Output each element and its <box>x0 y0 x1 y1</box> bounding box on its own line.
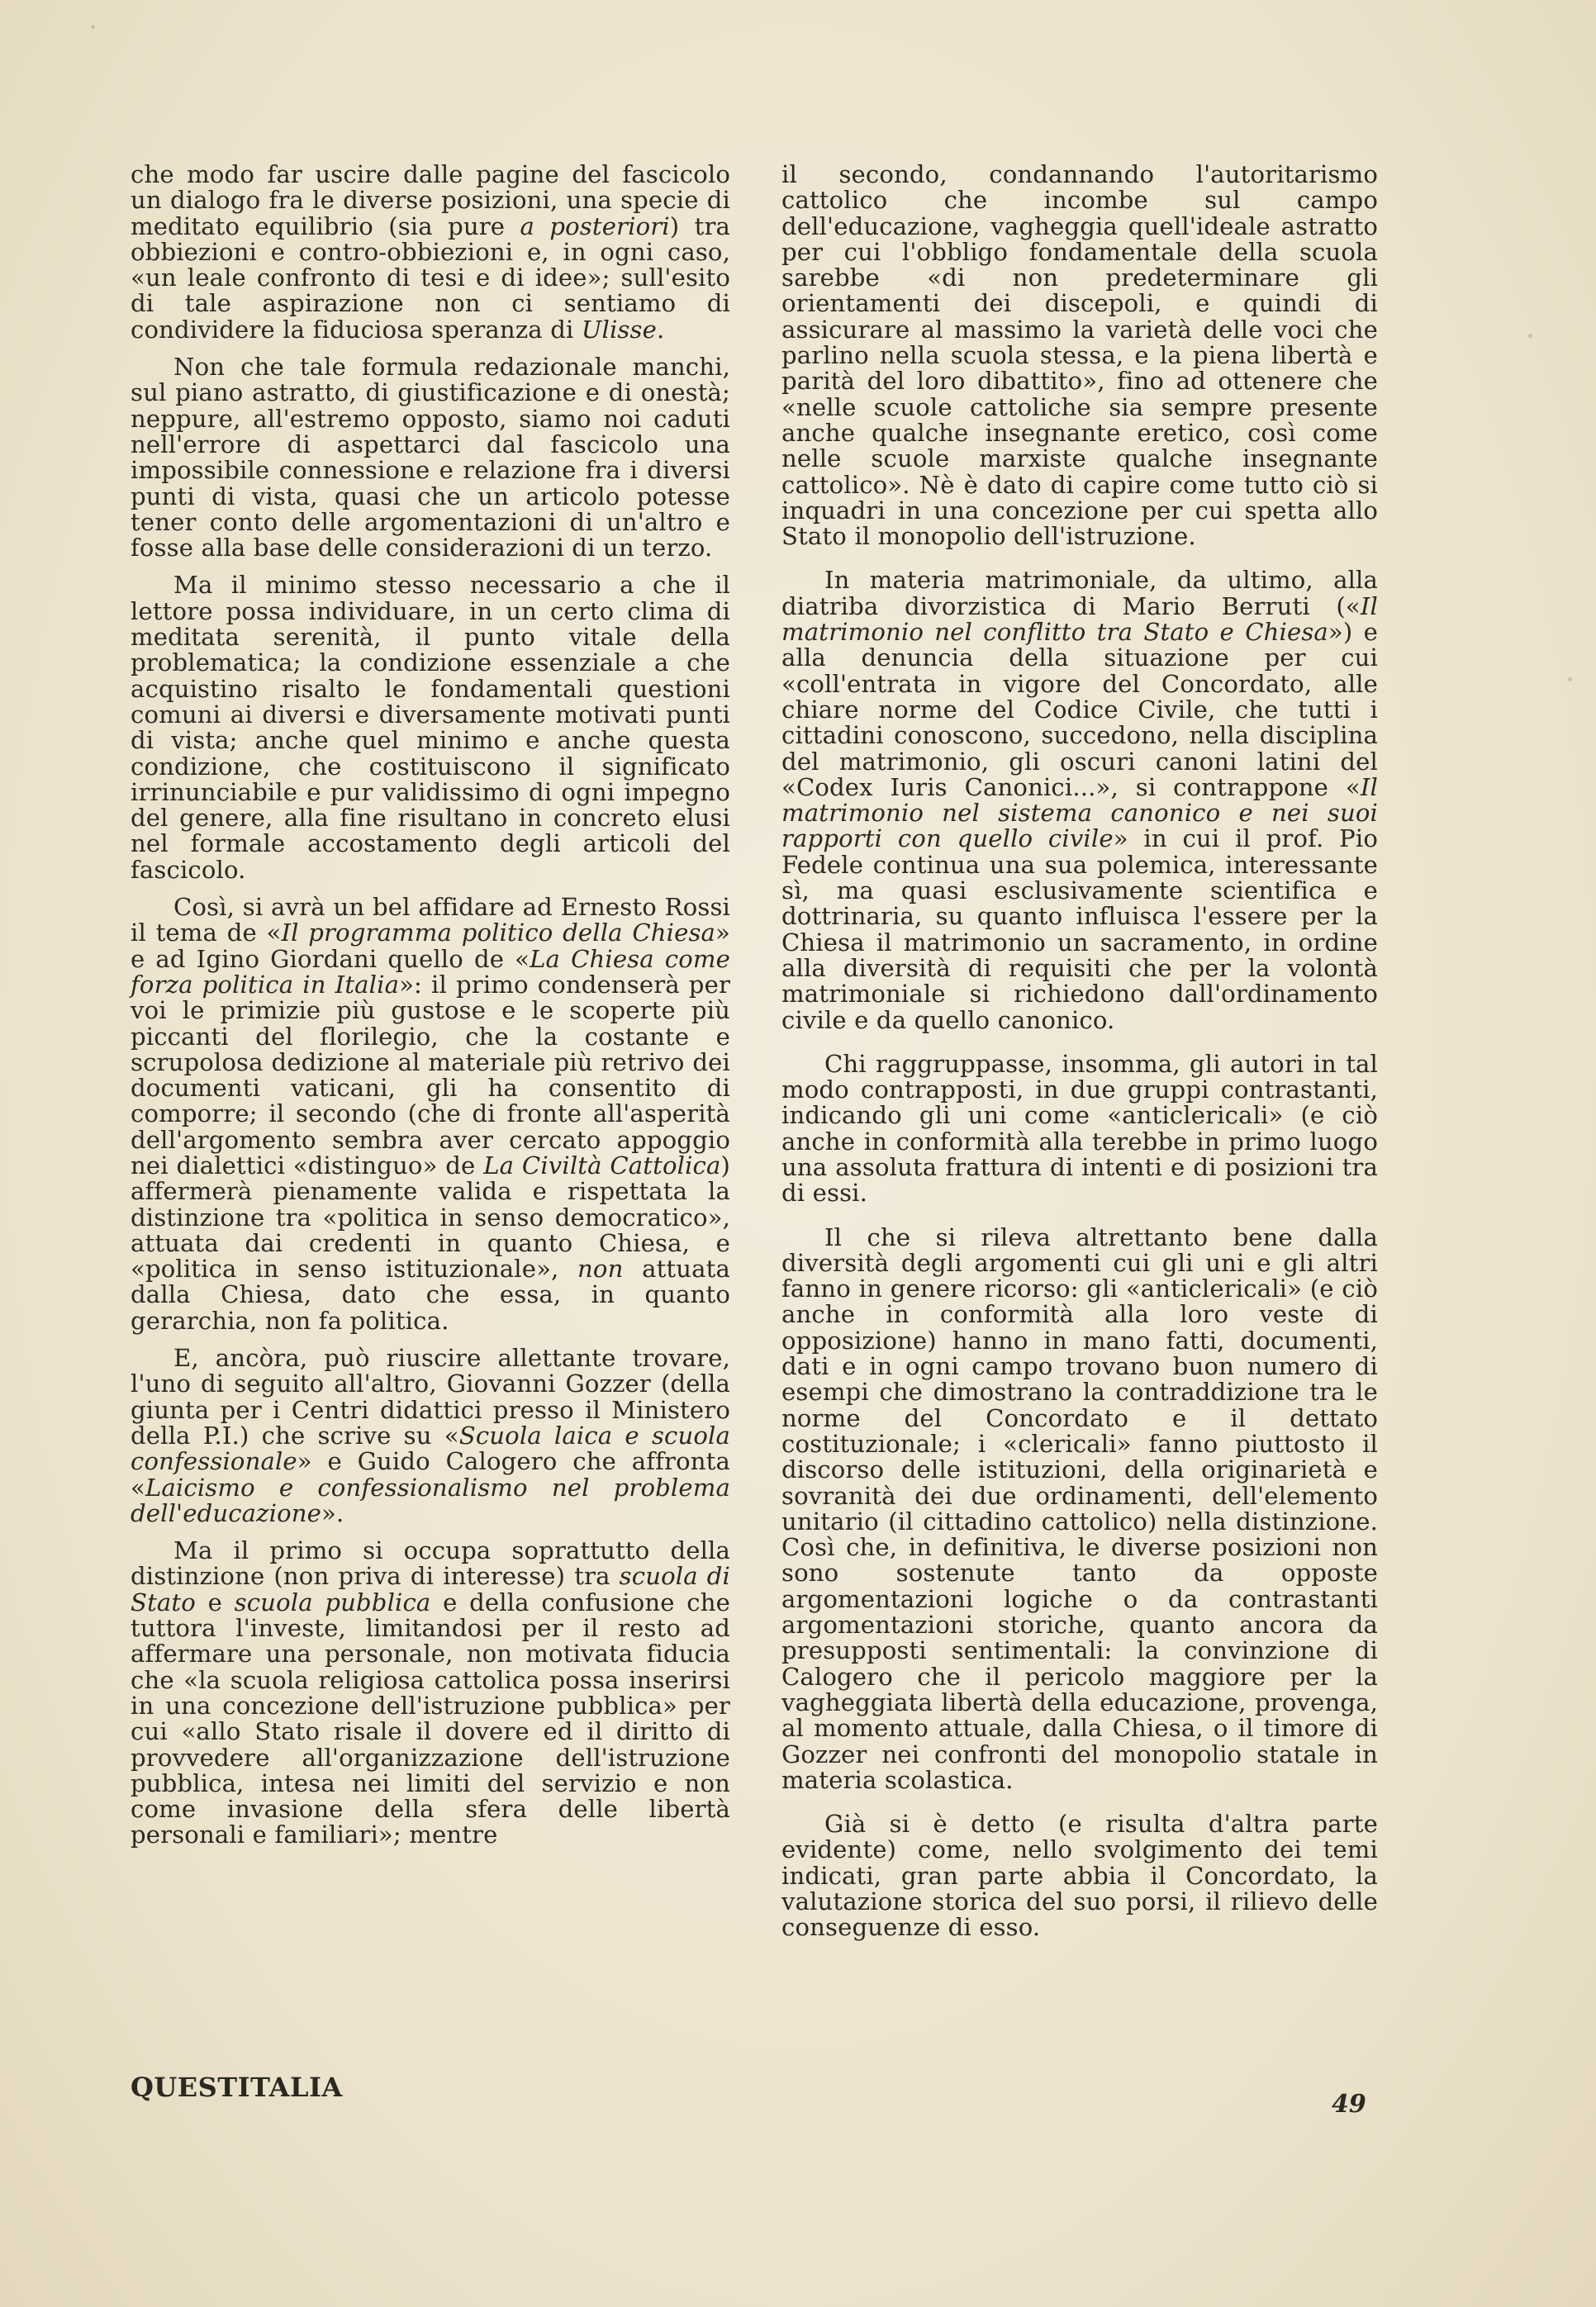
left-text-column <box>131 162 730 1849</box>
italic-text: La Chiesa come forza politica in Italia <box>131 944 730 999</box>
text-run: che modo far uscire dalle pagine del fascicolo un dialogo fra le diverse posizioni, una specie di meditato equilibrio (sia pure <box>131 160 730 240</box>
right-text-column <box>781 162 1378 1941</box>
italic-text: non <box>577 1255 624 1284</box>
italic-text: scuola di Stato <box>131 1562 730 1616</box>
text-run: Chi raggruppasse, insomma, gli autori in tal modo contrapposti, in due gruppi contrastanti, indicando gli uni come «anticlericali» (e ciò anche in conformità alla terebbe in primo luogo una assoluta frattura di intenti e di posizioni tra di essi. <box>781 1049 1378 1208</box>
paper-speck <box>1528 334 1532 338</box>
text-run: Ma il minimo stesso necessario a che il lettore possa individuare, in un certo clima di meditata serenità, il punto vitale della problematica; la condizione essenziale a che acquistino risalto le fondamentali questioni comuni ai diversi e diversamente motivati punti di vista; anche quel minimo e anche questa condizione, che costituiscono il significato irrinunciabile e pur validissimo di ogni impegno del genere, alla fine risultano in concreto elusi nel formale accostamento degli articoli del fascicolo. <box>131 571 730 884</box>
page-number: 49 <box>1332 2090 1366 2119</box>
text-run: e della confusione che tuttora l'investe, limitandosi per il resto ad affermare una personale, non motivata fiducia che «la scuola religiosa cattolica possa inserirsi in una concezione dell'istruzione pubblica» per cui «allo Stato risale il dovere ed il diritto di provvedere all'organizzazione dell'istruzione pubblica, intesa nei limiti del servizio e non come invasione della sfera delle libertà personali e familiari»; mentre <box>131 1588 730 1849</box>
paragraph <box>781 1051 1378 1207</box>
text-run: » e ad Igino Giordani quello de « <box>131 919 730 973</box>
italic-text: Il programma politico della Chiesa <box>281 919 716 947</box>
paragraph <box>131 895 730 1334</box>
text-run: E, ancòra, può riuscire allettante trovare, l'uno di seguito all'altro, Giovanni Gozzer (della giunta per i Centri didattici presso il Ministero della P.I.) che scrive su « <box>131 1344 730 1450</box>
text-run: » in cui il prof. Pio Fedele continua una sua polemica, interessante sì, ma quasi esclusivamente scientifica e dottrinaria, su quanto influisca l'essere per la Chiesa il matrimonio un sacramento, in ordine alla diversità di requisiti che per la volontà matrimoniale si richiedono dall'ordinamento civile e da quello canonico. <box>781 824 1378 1034</box>
paper-speck <box>1568 677 1572 681</box>
text-run: attuata dalla Chiesa, dato che essa, in quanto gerarchia, non fa politica. <box>131 1255 730 1335</box>
text-run: »: il primo condenserà per voi le primizie più gustose e le scoperte più piccanti del florilegio, che la costante e scrupolosa dedizione al materiale più retrivo dei documenti vaticani, gli ha consentito di comporre; il secondo (che di fronte all'asperità dell'argomento sembra aver cercato appoggio nei dialettici «distinguo» de <box>131 970 730 1180</box>
italic-text: Ulisse <box>581 315 657 344</box>
text-run: Così, si avrà un bel affidare ad Ernesto Rossi il tema de « <box>131 893 730 947</box>
text-run: ». <box>321 1498 344 1527</box>
text-run: In materia matrimoniale, da ultimo, alla diatriba divorzistica di Mario Berruti (« <box>781 566 1378 620</box>
text-run: il secondo, condannando l'autoritarismo cattolico che incombe sul campo dell'educazione, vagheggia quell'ideale astratto per cui l'obbligo fondamentale della scuola sarebbe «di non predeterminare gli orientamenti dei discepoli, e quindi di assicurare al massimo la varietà delle voci che parlino nella scuola stessa, e la piena libertà e parità del loro dibattito», fino ad ottenere che «nelle scuole cattoliche sia sempre presente anche qualche insegnante eretico, così come nelle scuole marxiste qualche insegnante cattolico». Nè è dato di capire come tutto ciò si inquadri in una concezione per cui spetta allo Stato il monopolio dell'istruzione. <box>781 160 1378 551</box>
text-run: ») e alla denuncia della situazione per cui «coll'entrata in vigore del Concordato, alle chiare norme del Codice Civile, che tutti i cittadini conoscono, succedono, nella disciplina del matrimonio, gli oscuri canoni latini del «Codex Iuris Canonici...», si contrappone « <box>781 618 1378 801</box>
italic-text: Il matrimonio nel conflitto tra Stato e Chiesa <box>781 591 1378 647</box>
italic-text: Il matrimonio nel sistema canonico e nei suoi rapporti con quello civile <box>781 772 1378 853</box>
italic-text: Scuola laica e scuola confessionale <box>131 1421 730 1476</box>
text-run: e <box>195 1588 235 1616</box>
paper-speck <box>91 25 95 29</box>
paragraph <box>131 354 730 561</box>
text-run: Già si è detto (e risulta d'altra parte evidente) come, nello svolgimento dei temi indicati, gran parte abbia il Concordato, la valutazione storica del suo porsi, il rilievo delle conseguenze di esso. <box>781 1810 1378 1942</box>
text-run: ) affermerà pienamente valida e rispettata la distinzione tra «politica in senso democratico», attuata dai credenti in quanto Chiesa, e «politica in senso istituzionale», <box>131 1151 730 1284</box>
italic-text: Laicismo e confessionalismo nel problema dell'educazione <box>131 1473 730 1527</box>
italic-text: La Civiltà Cattolica <box>483 1151 721 1180</box>
paragraph <box>131 1538 730 1849</box>
text-run: . <box>656 315 665 344</box>
paragraph <box>781 567 1378 1032</box>
italic-text: a posteriori <box>520 211 670 240</box>
paragraph <box>781 162 1378 549</box>
paragraph <box>131 1346 730 1526</box>
paragraph <box>781 1811 1378 1940</box>
paragraph <box>131 572 730 883</box>
text-run: » e Guido Calogero che affronta « <box>131 1447 730 1502</box>
italic-text: scuola pubblica <box>234 1588 431 1616</box>
paragraph <box>131 162 730 343</box>
text-run: Il che si rileva altrettanto bene dalla diversità degli argomenti cui gli uni e gli altri fanno in genere ricorso: gli «anticlericali» (e ciò anche in conformità alla loro veste di opposizione) hanno in mano fatti, documenti, dati e in ogni campo trovano buon numero di esempi che dimostrano la contraddizione tra le norme del Concordato e il dettato costituzionale; i «clericali» fanno piuttosto il discorso delle istituzioni, della originarietà e sovranità dei due ordinamenti, dell'elemento unitario (il cittadino cattolico) nella distinzione. Così che, in definitiva, le diverse posizioni non sono sostenute tanto da opposte argomentazioni logiche o da contrastanti argomentazioni storiche, quanto ancora da presupposti sentimentali: la convinzione di Calogero che il pericolo maggiore per la vagheggiata libertà della educazione, provenga, al momento attuale, dalla Chiesa, o il timore di Gozzer nei confronti del monopolio statale in materia scolastica. <box>781 1222 1378 1794</box>
journal-title: QUESTITALIA <box>131 2072 343 2103</box>
paragraph <box>781 1222 1378 1794</box>
text-run: Non che tale formula redazionale manchi, sul piano astratto, di giustificazione e di onestà; neppure, all'estremo opposto, siamo noi caduti nell'errore di aspettarci dal fascicolo una impossibile connessione e relazione fra i diversi punti di vista, quasi che un articolo potesse tener conto delle argomentazioni di un'altro e fosse alla base delle considerazioni di un terzo. <box>131 353 730 563</box>
text-run: Ma il primo si occupa soprattutto della distinzione (non priva di interesse) tra <box>131 1536 730 1591</box>
text-run: ) tra obbiezioni e contro-obbiezioni e, in ogni caso, «un leale confronto di tesi e di idee»; sull'esito di tale aspirazione non ci sentiamo di condividere la fiduciosa speranza di <box>131 211 730 344</box>
